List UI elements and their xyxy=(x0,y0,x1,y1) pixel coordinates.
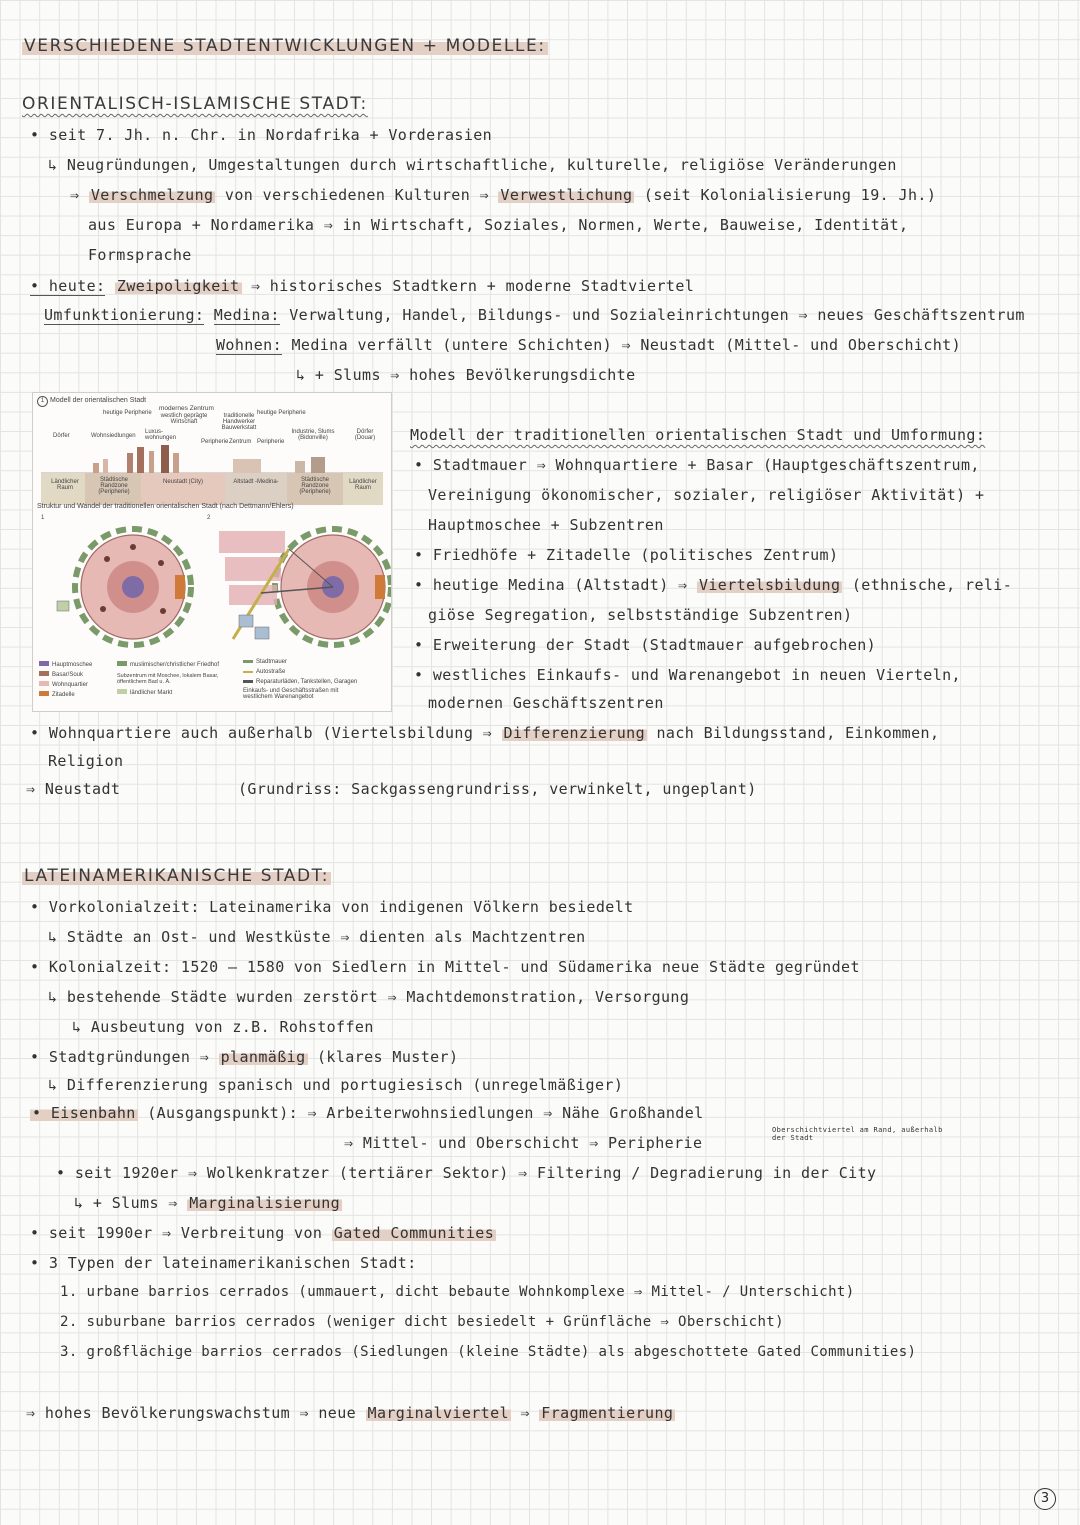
latein-type: 2. suburbane barrios cerrados (weniger dicht besiedelt + Grünfläche ⇒ Oberschicht) xyxy=(60,1314,784,1330)
highlight-zweipoligkeit: Zweipoligkeit xyxy=(116,277,240,295)
orient-line-1: • seit 7. Jh. n. Chr. in Nordafrika + Vorderasien xyxy=(30,126,493,144)
highlight-gated-communities: Gated Communities xyxy=(333,1224,495,1242)
latein-line: ⇒ Mittel- und Oberschicht ⇒ Peripherie xyxy=(344,1134,703,1152)
latein-note: Oberschichtviertel am Rand, außerhalb der Stadt xyxy=(772,1126,943,1142)
orient-line-wohnquartiere: • Wohnquartiere auch außerhalb (Viertelsbildung ⇒ Differenzierung nach Bildungsstand, Einkommen, xyxy=(30,724,940,742)
fig-row-label: Peripherie xyxy=(257,439,285,445)
fig-top-label: heutige Peripherie xyxy=(257,410,306,416)
figure-number: 1 xyxy=(37,396,48,407)
latein-line: • Vorkolonialzeit: Lateinamerika von indigenen Völkern besiedelt xyxy=(30,898,634,916)
latein-type: 1. urbane barrios cerrados (ummauert, dicht bebaute Wohnkomplexe ⇒ Mittel- / Unterschicht) xyxy=(60,1284,855,1300)
page-title: VERSCHIEDENE STADTENTWICKLUNGEN + MODELLE: xyxy=(24,36,546,56)
highlight-viertelsbildung: Viertelsbildung xyxy=(698,576,841,594)
latein-line: ↳ bestehende Städte wurden zerstört ⇒ Machtdemonstration, Versorgung xyxy=(48,988,690,1006)
fig-bottom-label: Altstadt -Medina- xyxy=(233,479,279,485)
orient-model-line: • westliches Einkaufs- und Warenangebot in neuen Vierteln, xyxy=(414,666,961,684)
highlight-fragmentierung: Fragmentierung xyxy=(541,1404,674,1422)
latein-line: • Kolonialzeit: 1520 – 1580 von Siedlern in Mittel- und Südamerika neue Städte gegründet xyxy=(30,958,860,976)
latein-line: • Eisenbahn (Ausgangspunkt): ⇒ Arbeiterwohnsiedlungen ⇒ Nähe Großhandel xyxy=(32,1104,704,1122)
latein-line: ↳ Differenzierung spanisch und portugiesisch (unregelmäßiger) xyxy=(48,1076,624,1094)
highlight-planmaessig: planmäßig xyxy=(220,1048,306,1066)
legend-item: Einkaufs- und Geschäftsstraßen mit westlichem Warenangebot xyxy=(243,688,339,700)
fig-row-label: Industrie, Slums (Bidonville) xyxy=(291,429,335,441)
legend-item: Stadtmauer xyxy=(243,659,287,665)
orient-model-line: • heutige Medina (Altstadt) ⇒ Viertelsbildung (ethnische, reli- xyxy=(414,576,1013,594)
orient-line-4: aus Europa + Nordamerika ⇒ in Wirtschaft, Soziales, Normen, Werte, Bauweise, Identität, xyxy=(88,216,909,234)
orient-line-9: ↳ + Slums ⇒ hohes Bevölkerungsdichte xyxy=(296,366,636,384)
fig-bottom-label: Ländlicher Raum xyxy=(51,479,79,491)
orient-line-religion: Religion xyxy=(48,752,124,770)
orient-line-2: ↳ Neugründungen, Umgestaltungen durch wirtschaftliche, kulturelle, religiöse Veränderungen xyxy=(48,156,897,174)
fig-city-plans xyxy=(33,519,391,659)
fig-row-label: Luxus-wohnungen xyxy=(145,429,177,441)
fig-subtitle: Struktur und Wandel der traditionellen orientalischen Stadt (nach Dettmann/Ehlers) xyxy=(37,503,294,510)
fig-row-label: Dörfer (Douar) xyxy=(354,429,376,441)
legend-item: Hauptmoschee xyxy=(39,661,92,668)
legend-item: Reparaturläden, Tankstellen, Garagen xyxy=(243,679,357,685)
latein-line: ↳ Städte an Ost- und Westküste ⇒ dienten als Machtzentren xyxy=(48,928,586,946)
orient-model-heading: Modell der traditionellen orientalischen Stadt und Umformung: xyxy=(410,426,986,444)
fig-panel-label: 1 xyxy=(41,515,45,521)
latein-line: • seit 1920er ⇒ Wolkenkratzer (tertiärer Sektor) ⇒ Filtering / Degradierung in der City xyxy=(56,1164,877,1182)
legend-item: Basar/Souk xyxy=(39,671,83,678)
legend-item: Subzentrum mit Moschee, lokalem Basar, öffentlichem Bad u. Ä. xyxy=(117,673,219,685)
legend-item: muslimischer/christlicher Friedhof xyxy=(117,661,219,668)
orient-model-line: • Erweiterung der Stadt (Stadtmauer aufgebrochen) xyxy=(414,636,877,654)
highlight-eisenbahn: • Eisenbahn xyxy=(32,1104,136,1122)
highlight-differenzierung: Differenzierung xyxy=(503,724,646,742)
fig-bottom-label: Städtische Randzone (Peripherie) xyxy=(98,477,130,495)
section-heading-latein: LATEINAMERIKANISCHE STADT: xyxy=(24,866,330,886)
latein-type: 3. großflächige barrios cerrados (Siedlungen (kleine Städte) als abgeschottete Gated Communities) xyxy=(60,1344,917,1360)
latein-line: • 3 Typen der lateinamerikanischen Stadt: xyxy=(30,1254,417,1272)
orient-model-line: • Stadtmauer ⇒ Wohnquartiere + Basar (Hauptgeschäftszentrum, xyxy=(414,456,980,474)
orient-line-8: Wohnen: Medina verfällt (untere Schichten) ⇒ Neustadt (Mittel- und Oberschicht) xyxy=(216,336,962,354)
orient-model-line: modernen Geschäftszentren xyxy=(428,694,664,712)
highlight-marginalviertel: Marginalviertel xyxy=(367,1404,509,1422)
highlight-verschmelzung: Verschmelzung xyxy=(90,186,214,204)
orient-city-model-figure xyxy=(32,392,392,712)
fig-row-label: Peripherie xyxy=(201,439,229,445)
fig-top-label: heutige Peripherie xyxy=(103,410,152,416)
latein-line: ⇒ hohes Bevölkerungswachstum ⇒ neue Marginalviertel ⇒ Fragmentierung xyxy=(26,1404,674,1422)
orient-line-grundriss: (Grundriss: Sackgassengrundriss, verwinkelt, ungeplant) xyxy=(238,780,757,798)
fig-panel-label: 2 xyxy=(207,515,211,521)
latein-line: ↳ + Slums ⇒ Marginalisierung xyxy=(74,1194,341,1212)
orient-line-neustadt: ⇒ Neustadt xyxy=(26,780,121,798)
latein-line: ↳ Ausbeutung von z.B. Rohstoffen xyxy=(72,1018,374,1036)
orient-line-7: Umfunktionierung: Medina: Verwaltung, Handel, Bildungs- und Sozialeinrichtungen ⇒ neues Geschäftszentrum xyxy=(44,306,1025,324)
figure-title: Modell der orientalischen Stadt xyxy=(50,397,147,404)
fig-bottom-label: Ländlicher Raum xyxy=(349,479,377,491)
fig-bottom-label: Neustadt (City) xyxy=(162,479,203,485)
fig-row-label: Dörfer xyxy=(53,433,70,439)
legend-item: ländlicher Markt xyxy=(117,689,172,696)
fig-row-label: Zentrum xyxy=(229,439,252,445)
fig-top-label: modernes Zentrum xyxy=(159,405,214,412)
latein-line: • Stadtgründungen ⇒ planmäßig (klares Muster) xyxy=(30,1048,459,1066)
latein-line: • seit 1990er ⇒ Verbreitung von Gated Communities xyxy=(30,1224,495,1242)
orient-model-line: Hauptmoschee + Subzentren xyxy=(428,516,664,534)
fig-top-label: westlich geprägte Wirtschaft xyxy=(160,413,208,425)
fig-bottom-label: Städtische Randzone (Peripherie) xyxy=(299,477,331,495)
highlight-verwestlichung: Verwestlichung xyxy=(500,186,633,204)
section-heading-orient: ORIENTALISCH-ISLAMISCHE STADT: xyxy=(22,94,368,114)
orient-line-5: Formsprache xyxy=(88,246,192,264)
highlight-marginalisierung: Marginalisierung xyxy=(189,1194,341,1212)
fig-top-label: traditionelle Handwerker Bauwerkstatt xyxy=(221,413,257,431)
orient-model-line: giöse Segregation, selbstständige Subzentren) xyxy=(428,606,853,624)
legend-item: Wohnquartier xyxy=(39,681,88,688)
orient-line-6: • heute: Zweipoligkeit ⇒ historisches Stadtkern + moderne Stadtviertel xyxy=(30,277,695,295)
orient-model-line: • Friedhöfe + Zitadelle (politisches Zentrum) xyxy=(414,546,839,564)
fig-row-label: Wohnsiedlungen xyxy=(91,433,136,439)
legend-item: Autostraße xyxy=(243,669,285,675)
page-number: 3 xyxy=(1034,1488,1056,1510)
legend-item: Zitadelle xyxy=(39,691,75,698)
orient-model-line: Vereinigung ökonomischer, sozialer, religiöser Aktivität) + xyxy=(428,486,985,504)
orient-line-3: ⇒ Verschmelzung von verschiedenen Kulturen ⇒ Verwestlichung (seit Kolonialisierung 19. Jh.) xyxy=(70,186,937,204)
